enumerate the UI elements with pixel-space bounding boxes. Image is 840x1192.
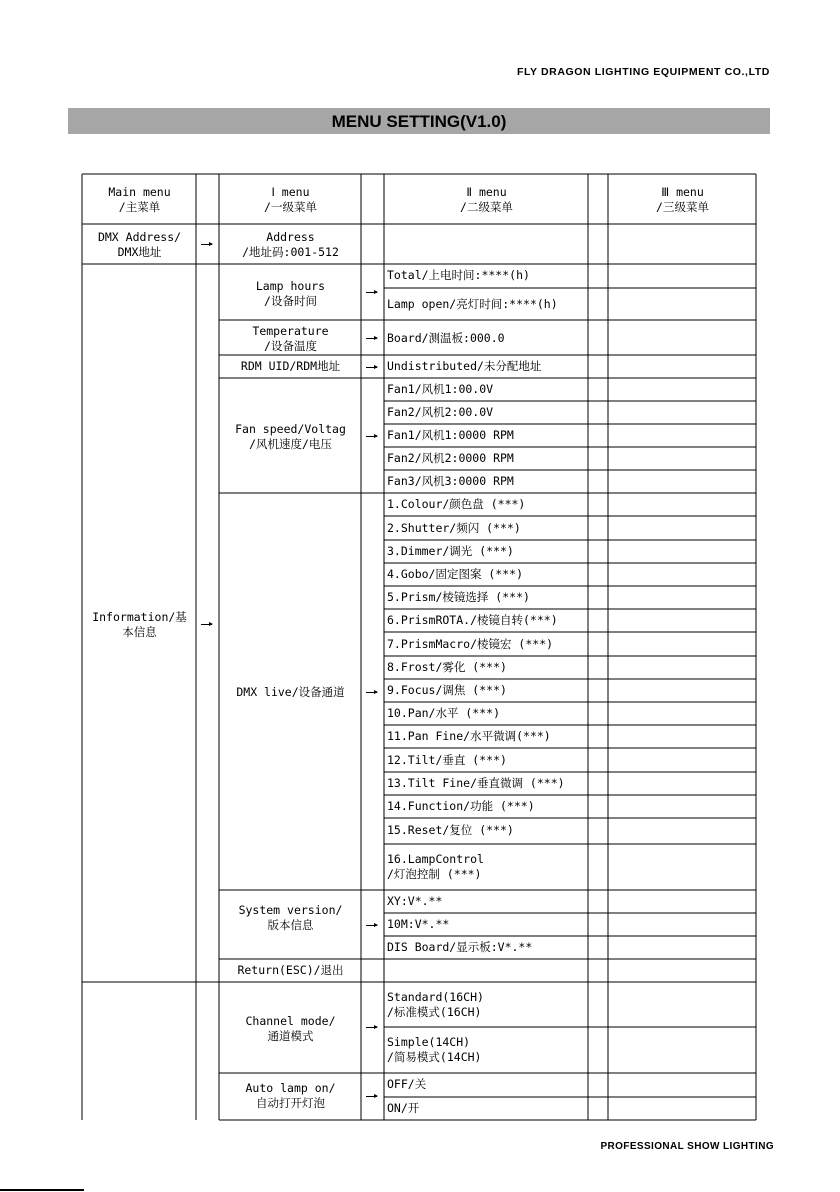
l2-channel-item: 7.PrismMacro/棱镜宏 (***) bbox=[387, 637, 554, 651]
company-name: FLY DRAGON LIGHTING EQUIPMENT CO.,LTD bbox=[516, 66, 770, 78]
menu-setting-banner: MENU SETTING(V1.0) bbox=[68, 108, 770, 134]
l2-channel-item: 12.Tilt/垂直 (***) bbox=[387, 753, 507, 767]
l2-version-item: 10M:V*.** bbox=[387, 917, 450, 931]
arrow-icon bbox=[366, 292, 377, 293]
l2-lamp-on: ON/开 bbox=[387, 1101, 420, 1115]
l2-total-hours: Total/上电时间:****(h) bbox=[387, 268, 530, 282]
l2-board-temp: Board/测温板:000.0 bbox=[387, 331, 505, 345]
main-information: Information/基 本信息 bbox=[92, 610, 187, 639]
arrow-icon bbox=[366, 367, 377, 368]
l2-channel-item: 11.Pan Fine/水平微调(***) bbox=[387, 729, 551, 743]
arrow-icon bbox=[201, 244, 212, 245]
l2-channel-item: 9.Focus/调焦 (***) bbox=[387, 683, 507, 697]
l2-channel-item: 2.Shutter/频闪 (***) bbox=[387, 521, 521, 535]
arrow-icon bbox=[366, 436, 377, 437]
arrow-icon bbox=[366, 692, 377, 693]
arrow-icon bbox=[201, 624, 212, 625]
l2-channel-item: 6.PrismROTA./棱镜自转(***) bbox=[387, 613, 558, 627]
header-main-menu: Main menu /主菜单 bbox=[108, 185, 171, 214]
main-dmx-address: DMX Address/ DMX地址 bbox=[97, 230, 182, 259]
arrow-icon bbox=[366, 1027, 377, 1028]
l1-channel-mode: Channel mode/ 通道模式 bbox=[245, 1014, 336, 1043]
header-level2-menu: Ⅱ menu /二级菜单 bbox=[460, 185, 513, 214]
l2-undistributed: Undistributed/未分配地址 bbox=[387, 359, 542, 373]
l2-channel-item: 10.Pan/水平 (***) bbox=[387, 706, 501, 720]
l2-standard-mode: Standard(16CH) /标准模式(16CH) bbox=[387, 990, 484, 1019]
l1-auto-lamp: Auto lamp on/ 自动打开灯泡 bbox=[245, 1081, 336, 1110]
l2-channel-item: 8.Frost/雾化 (***) bbox=[387, 660, 507, 674]
l2-fan-item: Fan1/风机1:00.0V bbox=[387, 382, 494, 396]
l1-dmx-live: DMX live/设备通道 bbox=[236, 685, 345, 699]
l1-lamp-hours: Lamp hours /设备时间 bbox=[255, 279, 326, 308]
header-level3-menu: Ⅲ menu /三级菜单 bbox=[656, 185, 709, 214]
footer-tagline: PROFESSIONAL SHOW LIGHTING bbox=[600, 1141, 774, 1152]
l2-channel-item: 14.Function/功能 (***) bbox=[387, 799, 535, 813]
l1-address: Address /地址码:001-512 bbox=[242, 230, 339, 259]
bottom-rule bbox=[0, 1189, 84, 1191]
l1-rdm-uid: RDM UID/RDM地址 bbox=[240, 359, 341, 373]
l2-lamp-open-hours: Lamp open/亮灯时间:****(h) bbox=[387, 297, 558, 311]
header-level1-menu: Ⅰ menu /一级菜单 bbox=[264, 185, 317, 214]
l2-channel-item: 3.Dimmer/调光 (***) bbox=[387, 544, 514, 558]
l2-version-item: DIS Board/显示板:V*.** bbox=[387, 940, 533, 954]
l1-return: Return(ESC)/退出 bbox=[237, 963, 344, 977]
l2-channel-item: 16.LampControl /灯泡控制 (***) bbox=[387, 852, 484, 881]
l2-fan-item: Fan3/风机3:0000 RPM bbox=[387, 474, 514, 488]
l1-temperature: Temperature /设备温度 bbox=[252, 324, 329, 353]
l1-fan-speed: Fan speed/Voltag /风机速度/电压 bbox=[235, 422, 346, 451]
l2-lamp-off: OFF/关 bbox=[387, 1077, 427, 1091]
l2-channel-item: 5.Prism/棱镜选择 (***) bbox=[387, 590, 530, 604]
l2-version-item: XY:V*.** bbox=[387, 894, 443, 908]
arrow-icon bbox=[366, 1096, 377, 1097]
arrow-icon bbox=[366, 338, 377, 339]
l2-simple-mode: Simple(14CH) /简易模式(14CH) bbox=[387, 1035, 482, 1064]
l2-fan-item: Fan2/风机2:0000 RPM bbox=[387, 451, 514, 465]
l2-channel-item: 15.Reset/复位 (***) bbox=[387, 823, 514, 837]
l1-system-version: System version/ 版本信息 bbox=[238, 903, 343, 932]
l2-channel-item: 1.Colour/颜色盘 (***) bbox=[387, 497, 526, 511]
l2-channel-item: 13.Tilt Fine/垂直微调 (***) bbox=[387, 776, 565, 790]
arrow-icon bbox=[366, 925, 377, 926]
l2-fan-item: Fan1/风机1:0000 RPM bbox=[387, 428, 514, 442]
l2-channel-item: 4.Gobo/固定图案 (***) bbox=[387, 567, 524, 581]
l2-fan-item: Fan2/风机2:00.0V bbox=[387, 405, 494, 419]
